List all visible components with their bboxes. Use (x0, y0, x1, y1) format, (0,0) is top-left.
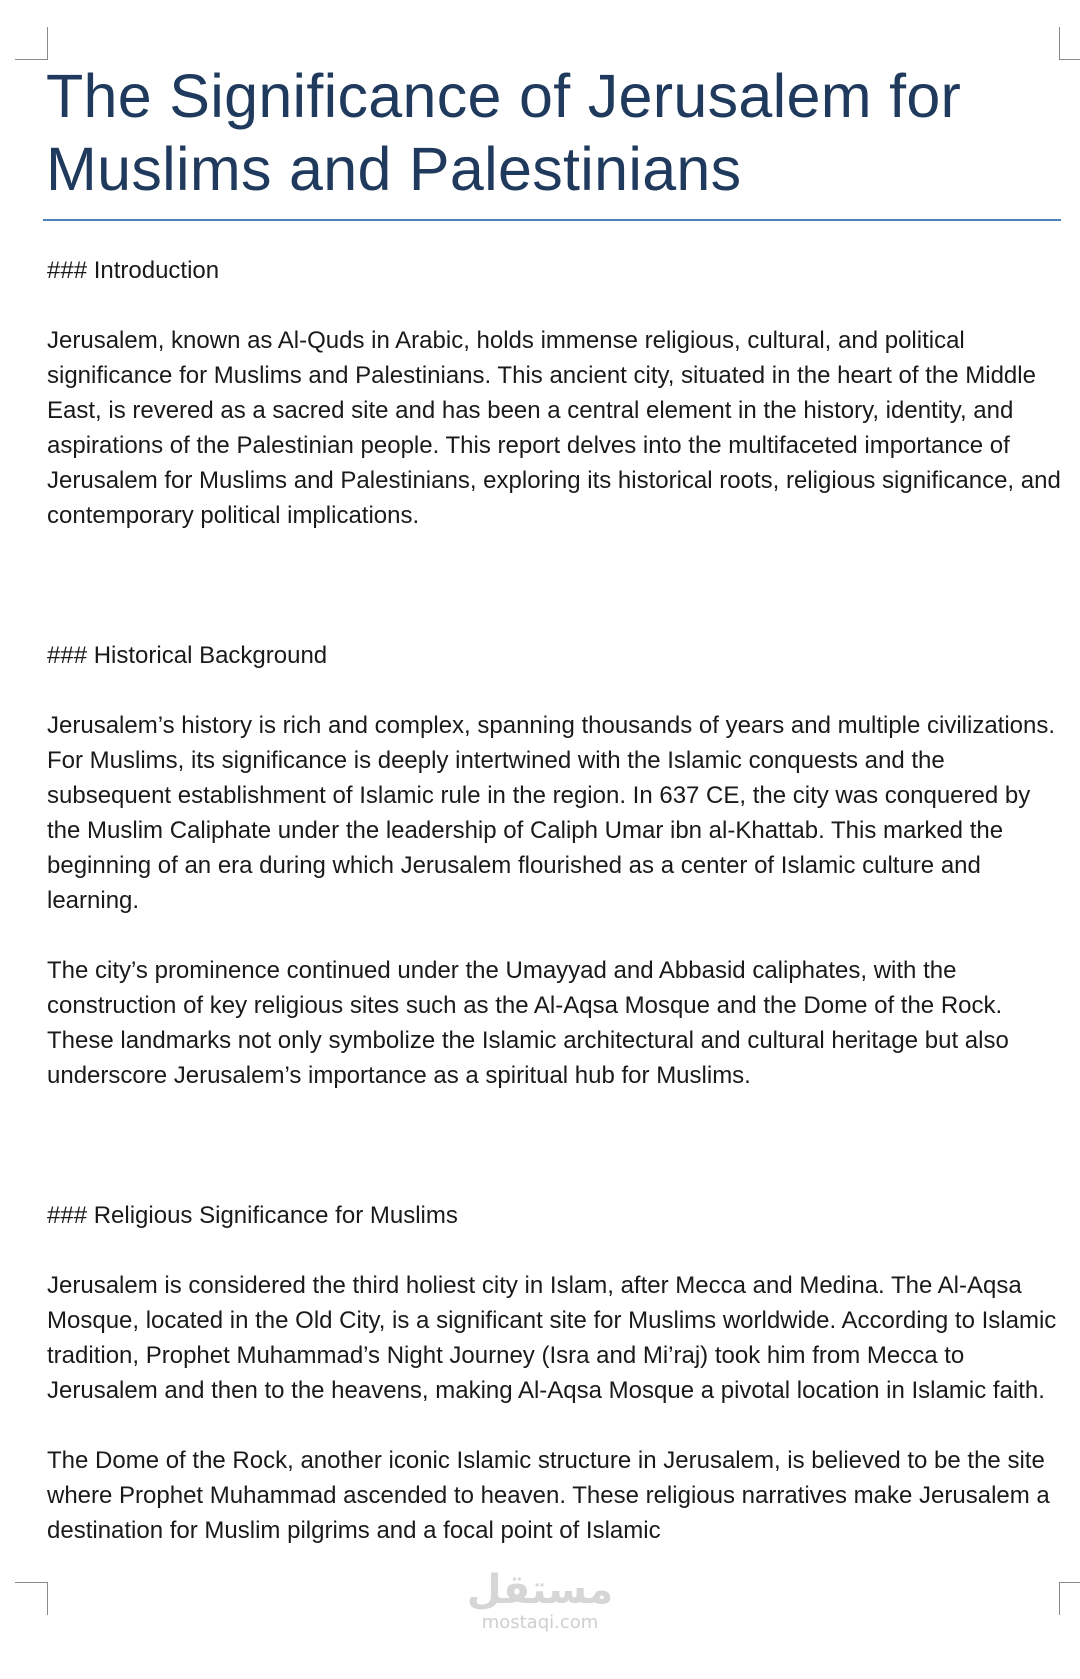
section-heading: ### Religious Significance for Muslims (47, 1202, 458, 1229)
paragraph: Jerusalem is considered the third holiest city in Islam, after Mecca and Medina. The Al-Aqsa Mosque, located in the Old City, is a significant site for Muslims worldwide. According to Islamic tradition, Prophet Muhammad’s Night Journey (Isra and Mi’raj) took him from Mecca to Jerusalem and then to the heavens, making Al-Aqsa Mosque a pivotal location in Islamic faith. (47, 1272, 1057, 1404)
section-spacer (47, 1128, 1062, 1198)
watermark (0, 1568, 1080, 1634)
page-corner-mark-top-left (15, 27, 48, 60)
section-spacer (47, 568, 1062, 638)
section-heading: ### Historical Background (47, 642, 328, 669)
paragraph: The city’s prominence continued under the Umayyad and Abbasid caliphates, with the construction of key religious sites such as the Al-Aqsa Mosque and the Dome of the Rock. These landmarks not only symbolize the Islamic architectural and cultural heritage but also underscore Jerusalem’s importance as a spiritual hub for Muslims. (47, 957, 1009, 1089)
paragraph: Jerusalem, known as Al-Quds in Arabic, holds immense religious, cultural, and political significance for Muslims and Palestinians. This ancient city, situated in the heart of the Middle East, is revered as a sacred site and has been a central element in the history, identity, and aspirations of the Palestinian people. This report delves into the multifaceted importance of Jerusalem for Muslims and Palestinians, exploring its historical roots, religious significance, and contemporary political implications. (47, 327, 1061, 529)
section-introduction (47, 253, 1062, 533)
section-religious-significance (47, 1198, 1062, 1548)
paragraph: Jerusalem’s history is rich and complex, spanning thousands of years and multiple civilizations. For Muslims, its significance is deeply intertwined with the Islamic conquests and the subsequent establishment of Islamic rule in the region. In 637 CE, the city was conquered by the Muslim Caliphate under the leadership of Caliph Umar ibn al-Khattab. This marked the beginning of an era during which Jerusalem flourished as a center of Islamic culture and learning. (47, 712, 1056, 914)
watermark-url: mostaqi.com (481, 1612, 599, 1633)
document-body (47, 253, 1062, 1583)
title-underline-rule (43, 219, 1061, 221)
section-heading: ### Introduction (47, 257, 220, 284)
page-corner-mark-top-right (1059, 27, 1080, 60)
document-title: The Significance of Jerusalem for Muslims and Palestinians (46, 62, 962, 203)
section-historical-background (47, 638, 1062, 1093)
paragraph: The Dome of the Rock, another iconic Islamic structure in Jerusalem, is believed to be the site where Prophet Muhammad ascended to heaven. These religious narratives make Jerusalem a destination for Muslim pilgrims and a focal point of Islamic (47, 1447, 1050, 1544)
watermark-logo: مستقل (466, 1567, 614, 1613)
